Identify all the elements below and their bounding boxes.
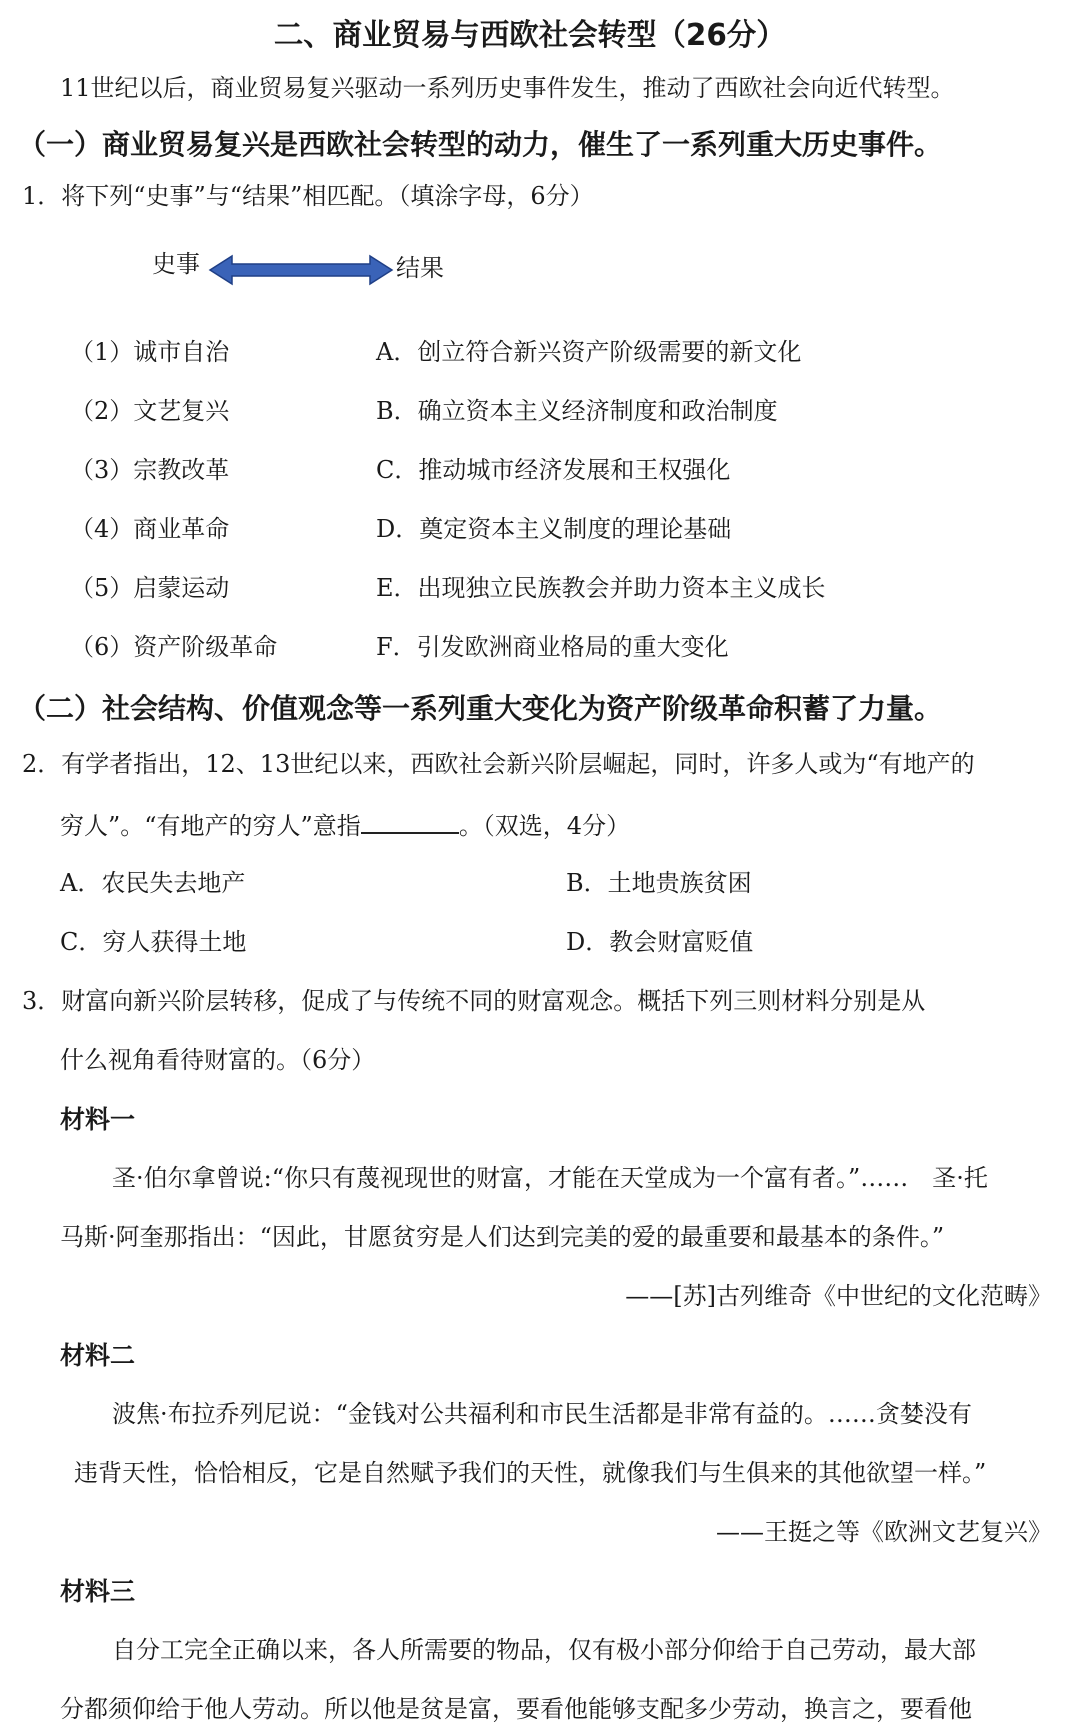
material-2-label: 材料二 [60, 1341, 136, 1370]
result-item: F．引发欧洲商业格局的重大变化 [376, 633, 729, 661]
event-item: （6）资产阶级革命 [70, 633, 278, 661]
material-3-line-1: 自分工完全正确以来，各人所需要的物品，仅有极小部分仰给于自己劳动，最大部 [112, 1636, 976, 1664]
question-2-line-1: 2．有学者指出，12、13世纪以来，西欧社会新兴阶层崛起，同时，许多人或为“有地产的 [22, 750, 975, 778]
page-title: 二、商业贸易与西欧社会转型（26分） [273, 18, 786, 53]
result-item: B．确立资本主义经济制度和政治制度 [376, 397, 778, 425]
result-item: C．推动城市经济发展和王权强化 [376, 456, 731, 484]
question-1: 1．将下列“史事”与“结果”相匹配。（填涂字母，6分） [22, 182, 594, 210]
option-b[interactable]: B．土地贵族贫困 [566, 869, 752, 897]
material-3-line-2: 分都须仰给于他人劳动。所以他是贫是富，要看他能够支配多少劳动，换言之，要看他 [60, 1695, 972, 1723]
question-3-line-2: 什么视角看待财富的。（6分） [60, 1046, 376, 1074]
intro-text: 11世纪以后，商业贸易复兴驱动一系列历史事件发生，推动了西欧社会向近代转型。 [60, 74, 955, 102]
event-item: （3）宗教改革 [70, 456, 230, 484]
event-item: （1）诚市自治 [70, 338, 230, 366]
question-2-text-b: 。（双选，4分） [458, 812, 631, 840]
material-1-line-1: 圣·伯尔拿曾说:“你只有蔑视现世的财富，才能在天堂成为一个富有者。”…… 圣·托 [112, 1164, 988, 1192]
option-a[interactable]: A．农民失去地产 [60, 869, 246, 897]
event-item: （5）启蒙运动 [70, 574, 230, 602]
option-c[interactable]: C．穷人获得土地 [60, 928, 247, 956]
event-item: （4）商业革命 [70, 515, 230, 543]
material-1-label: 材料一 [60, 1105, 136, 1134]
question-2-text-a: 穷人”。“有地产的穷人”意指 [60, 812, 361, 840]
result-item: D．奠定资本主义制度的理论基础 [376, 515, 732, 543]
material-2-line-2: 违背天性，恰恰相反，它是自然赋予我们的天性，就像我们与生俱来的其他欲望一样。” [74, 1459, 987, 1487]
right-label-results: 结果 [396, 254, 444, 282]
option-d[interactable]: D．教会财富贬值 [566, 928, 754, 956]
left-label-events: 史事 [152, 250, 200, 278]
question-2-line-2 [60, 808, 630, 842]
material-1-source: ——[苏]古列维奇《中世纪的文化范畴》 [625, 1282, 1052, 1310]
double-arrow-icon [208, 254, 394, 286]
event-item: （2）文艺复兴 [70, 397, 230, 425]
question-3-line-1: 3．财富向新兴阶层转移，促成了与传统不同的财富观念。概括下列三则材料分别是从 [22, 987, 926, 1015]
material-2-source: ——王挺之等《欧洲文艺复兴》 [716, 1518, 1052, 1546]
material-1-line-2: 马斯·阿奎那指出：“因此，甘愿贫穷是人们达到完美的爱的最重要和最基本的条件。” [60, 1223, 945, 1251]
result-item: A．创立符合新兴资产阶级需要的新文化 [376, 338, 802, 366]
result-item: E．出现独立民族教会并助力资本主义成长 [376, 574, 826, 602]
material-3-label: 材料三 [60, 1577, 136, 1606]
material-2-line-1: 波焦·布拉乔列尼说：“金钱对公共福利和市民生活都是非常有益的。……贪婪没有 [112, 1400, 972, 1428]
section-heading-2: （二）社会结构、价值观念等一系列重大变化为资产阶级革命积蓄了力量。 [18, 692, 943, 725]
section-heading-1: （一）商业贸易复兴是西欧社会转型的动力，催生了一系列重大历史事件。 [18, 128, 943, 161]
answer-blank[interactable] [361, 808, 459, 834]
